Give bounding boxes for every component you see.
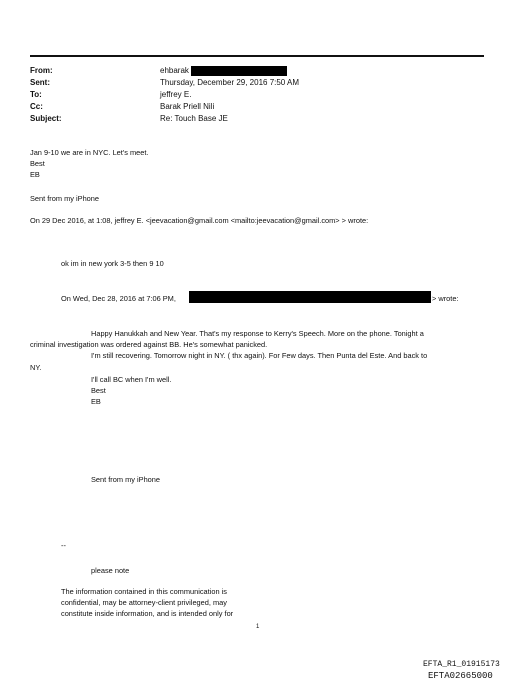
sent-label: Sent: [30,78,50,87]
to-label: To: [30,90,42,99]
sent-value: Thursday, December 29, 2016 7:50 AM [160,78,300,87]
call-line: I'll call BC when I'm well. [91,375,172,384]
subject-value: Re: Touch Base JE [160,114,228,123]
inner-quote-prefix: On Wed, Dec 28, 2016 at 7:06 PM, [61,294,176,303]
bates-code-1: EFTA_R1_01915173 [423,660,500,669]
from-label: From: [30,66,53,75]
para2-line-b: NY. [30,363,42,372]
from-value: ehbarak [160,66,189,75]
para1-line-b: criminal investigation was ordered against BB. He's somewhat panicked. [30,340,268,349]
redaction-from [191,66,287,76]
subject-label: Subject: [30,114,62,123]
body-line1: Jan 9-10 we are in NYC. Let's meet. [30,148,149,157]
notice-line3: constitute inside information, and is intended only for [61,609,234,618]
best-line: Best [91,386,106,395]
body-line3: EB [30,170,40,179]
body-line2: Best [30,159,45,168]
sent-from-iphone: Sent from my iPhone [30,194,100,203]
para2-line-a: I'm still recovering. Tomorrow night in NY. ( thx again). For Few days. Then Punta del Este. And back to [91,351,428,360]
eb-line: EB [91,397,101,406]
notice-line1: The information contained in this communication is [61,587,227,596]
header-rule [30,55,484,57]
para1-line-a: Happy Hanukkah and New Year. That's my response to Kerry's Speech. More on the phone. Tonight a [91,329,424,338]
please-note: please note [91,566,130,575]
cc-value: Barak Priell Nili [160,102,215,111]
redaction-email [189,291,431,303]
to-value: jeffrey E. [160,90,192,99]
quote-header: On 29 Dec 2016, at 1:08, jeffrey E. <jeevacation@gmail.com <mailto:jeevacation@gmail.com> > wrote: [30,216,369,225]
inner-quote-suffix: > wrote: [432,294,459,303]
bates-code-2: EFTA02665000 [428,671,493,681]
quoted-reply: ok im in new york 3-5 then 9 10 [61,259,164,268]
page-number: 1 [256,624,260,630]
sent-from-iphone-2: Sent from my iPhone [91,475,161,484]
cc-label: Cc: [30,102,43,111]
notice-line2: confidential, may be attorney-client privileged, may [61,598,227,607]
separator-dashes: -- [61,541,66,550]
